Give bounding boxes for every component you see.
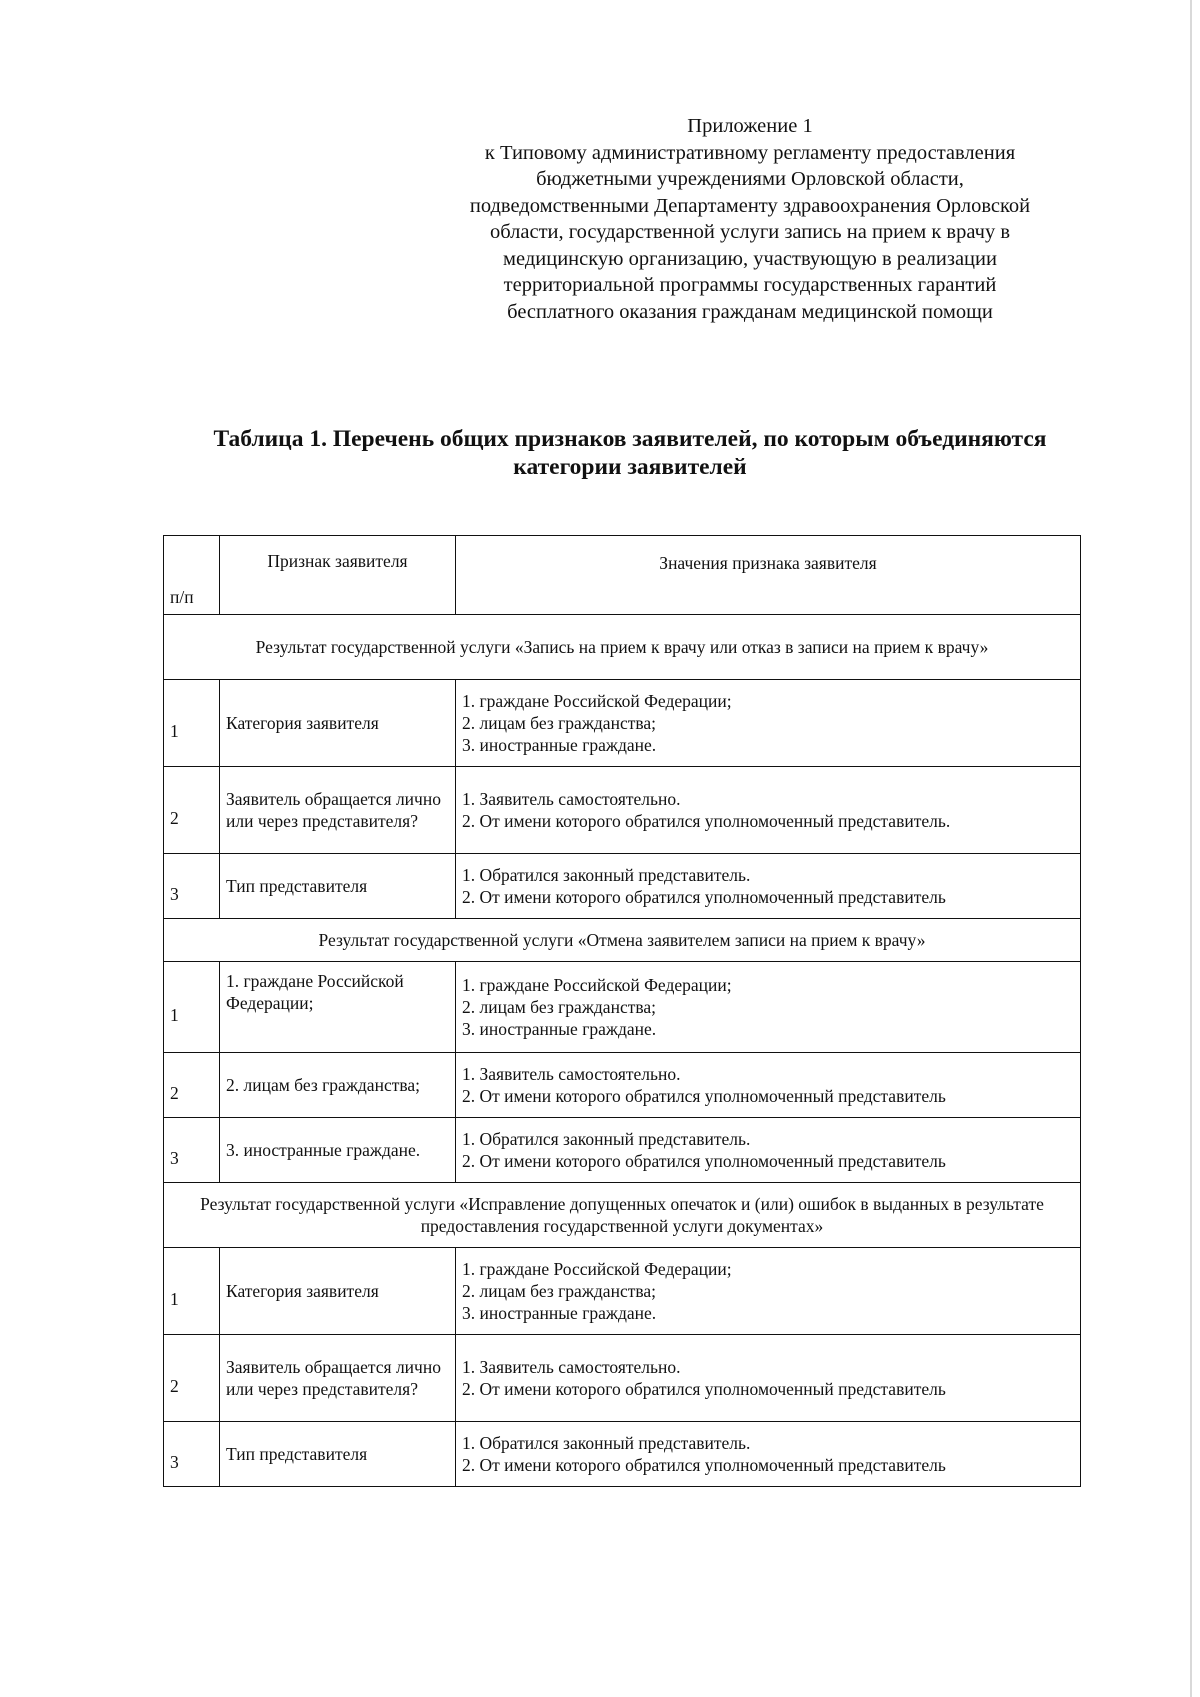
table-row bbox=[164, 1248, 1081, 1335]
row-values bbox=[456, 854, 1081, 919]
row-values bbox=[456, 962, 1081, 1053]
value-line: 1. граждане Российской Федерации; bbox=[462, 1259, 732, 1279]
appendix-line: к Типовому административному регламенту предоставления bbox=[484, 141, 1016, 164]
row-number: 2 bbox=[164, 1335, 220, 1422]
row-values bbox=[456, 680, 1081, 767]
appendix-line: территориальной программы государственных гарантий bbox=[503, 274, 997, 296]
table-row bbox=[164, 680, 1081, 767]
section-row bbox=[164, 615, 1081, 680]
table-row bbox=[164, 1053, 1081, 1118]
row-attribute: 3. иностранные граждане. bbox=[220, 1118, 456, 1183]
value-line: 1. Обратился законный представитель. bbox=[462, 1129, 751, 1149]
table-header-row bbox=[164, 536, 1081, 615]
row-attribute: 1. граждане Российской Федерации; bbox=[220, 962, 456, 1053]
row-values bbox=[456, 1248, 1081, 1335]
section-title: Результат государственной услуги «Запись на прием к врачу или отказ в записи на прием к врачу» bbox=[164, 615, 1081, 680]
table-title-line: категории заявителей bbox=[513, 454, 747, 480]
header-values: Значения признака заявителя bbox=[456, 536, 1081, 615]
value-line: 1. Заявитель самостоятельно. bbox=[462, 1357, 681, 1377]
row-values bbox=[456, 1335, 1081, 1422]
section-title: Результат государственной услуги «Отмена заявителем записи на прием к врачу» bbox=[164, 919, 1081, 962]
table-row bbox=[164, 1422, 1081, 1487]
table-title bbox=[140, 425, 1120, 481]
value-line: 1. Заявитель самостоятельно. bbox=[462, 789, 681, 809]
row-attribute: Категория заявителя bbox=[220, 1248, 456, 1335]
value-line: 3. иностранные граждане. bbox=[462, 1019, 657, 1039]
row-attribute: Заявитель обращается лично или через представителя? bbox=[220, 767, 456, 854]
row-number: 2 bbox=[164, 767, 220, 854]
value-line: 1. Обратился законный представитель. bbox=[462, 1433, 751, 1453]
table-row bbox=[164, 1118, 1081, 1183]
header-attribute: Признак заявителя bbox=[220, 536, 456, 615]
row-number: 3 bbox=[164, 854, 220, 919]
value-line: 2. От имени которого обратился уполномоченный представитель bbox=[462, 887, 946, 907]
row-attribute: Заявитель обращается лично или через представителя? bbox=[220, 1335, 456, 1422]
value-line: 2. От имени которого обратился уполномоченный представитель bbox=[462, 1379, 946, 1399]
row-attribute: Тип представителя bbox=[220, 854, 456, 919]
row-number: 2 bbox=[164, 1053, 220, 1118]
appendix-line: бюджетными учреждениями Орловской области, bbox=[536, 168, 964, 190]
value-line: 1. Обратился законный представитель. bbox=[462, 865, 751, 885]
value-line: 3. иностранные граждане. bbox=[462, 1303, 657, 1323]
value-line: 1. граждане Российской Федерации; bbox=[462, 691, 732, 711]
row-values bbox=[456, 1118, 1081, 1183]
header-num: п/п bbox=[164, 536, 220, 615]
table-title-line: Таблица 1. Перечень общих признаков заявителей, по которым объединяются bbox=[213, 426, 1047, 452]
section-row bbox=[164, 1183, 1081, 1248]
row-values bbox=[456, 1053, 1081, 1118]
row-attribute: Категория заявителя bbox=[220, 680, 456, 767]
value-line: 2. От имени которого обратился уполномоченный представитель bbox=[462, 1151, 946, 1171]
value-line: 2. От имени которого обратился уполномоченный представитель bbox=[462, 1455, 946, 1475]
value-line: 2. лицам без гражданства; bbox=[462, 1281, 657, 1301]
row-values bbox=[456, 767, 1081, 854]
value-line: 1. Заявитель самостоятельно. bbox=[462, 1064, 681, 1084]
table-row bbox=[164, 962, 1081, 1053]
appendix-header bbox=[405, 113, 1095, 325]
applicant-attributes-table bbox=[163, 535, 1081, 1487]
appendix-line: Приложение 1 bbox=[687, 115, 813, 137]
value-line: 2. лицам без гражданства; bbox=[462, 997, 657, 1017]
value-line: 2. лицам без гражданства; bbox=[462, 713, 657, 733]
row-attribute: Тип представителя bbox=[220, 1422, 456, 1487]
appendix-line: области, государственной услуги запись на прием к врачу в bbox=[489, 221, 1011, 243]
section-title: Результат государственной услуги «Исправление допущенных опечаток и (или) ошибок в выданных в результате предоставления государственной услуги документах» bbox=[164, 1183, 1081, 1248]
value-line: 2. От имени которого обратился уполномоченный представитель. bbox=[462, 811, 951, 831]
row-values bbox=[456, 1422, 1081, 1487]
value-line: 3. иностранные граждане. bbox=[462, 735, 657, 755]
row-attribute: 2. лицам без гражданства; bbox=[220, 1053, 456, 1118]
row-number: 3 bbox=[164, 1422, 220, 1487]
appendix-line: медицинскую организацию, участвующую в реализации bbox=[503, 247, 997, 270]
row-number: 1 bbox=[164, 1248, 220, 1335]
table-row bbox=[164, 1335, 1081, 1422]
row-number: 3 bbox=[164, 1118, 220, 1183]
value-line: 2. От имени которого обратился уполномоченный представитель bbox=[462, 1086, 946, 1106]
table-row bbox=[164, 767, 1081, 854]
value-line: 1. граждане Российской Федерации; bbox=[462, 975, 732, 995]
appendix-line: бесплатного оказания гражданам медицинской помощи bbox=[507, 300, 993, 323]
row-number: 1 bbox=[164, 962, 220, 1053]
section-row bbox=[164, 919, 1081, 962]
row-number: 1 bbox=[164, 680, 220, 767]
table-row bbox=[164, 854, 1081, 919]
appendix-line: подведомственными Департаменту здравоохранения Орловской bbox=[469, 194, 1031, 217]
scan-edge bbox=[1190, 0, 1192, 1697]
